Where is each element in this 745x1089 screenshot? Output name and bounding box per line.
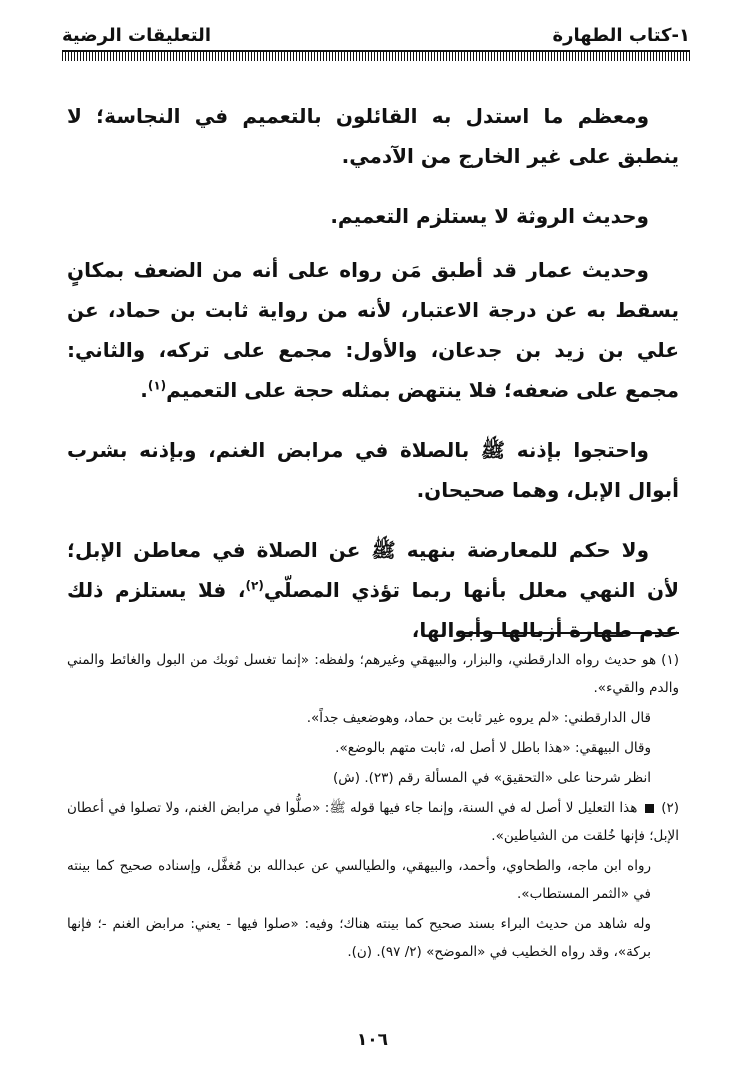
footnote-ref-2[interactable]: (٢) <box>245 578 264 593</box>
header-rule <box>62 50 690 61</box>
footnote-1-reference: انظر شرحنا على «التحقيق» في المسألة رقم (٢٣). (ش) <box>333 770 651 786</box>
footnote-1-bayhaqi: وقال البيهقي: «هذا باطل لا أصل له، ثابت متهم بالوضع». <box>335 740 651 756</box>
page-number: ١٠٦ <box>356 1030 389 1050</box>
footnote-2-text: هذا التعليل لا أصل له في السنة، وإنما جاء فيها قوله ﷺ: «صلُّوا في مرابض الغنم، ولا تصلوا في أعطان الإبل؛ فإنها خُلقت من الشياطين». <box>67 800 679 844</box>
footnote-2-witness: وله شاهد من حديث البراء بسند صحيح كما بينته هناك؛ وفيه: «صلوا فيها - يعني: مرابض الغنم -؛ فإنها بركة»، وقد رواه الخطيب في «الموضح» (٢/ ٩٧). (ن). <box>67 916 651 960</box>
paragraph-2: وحديث الروثة لا يستلزم التعميم. <box>330 204 649 228</box>
footnote-2-narration: رواه ابن ماجه، والطحاوي، وأحمد، والبيهقي، والطيالسي عن عبدالله بن مُغفَّل، وإسناده صحيح كما بينته في «الثمر المستطاب». <box>67 858 651 902</box>
book-title: التعليقات الرضية <box>62 25 211 46</box>
running-header <box>62 20 690 46</box>
paragraph-5-text-b: ، فلا يستلزم ذلك عدم طهارة أزبالها وأبوالها، <box>67 578 679 642</box>
paragraph-3-text: وحديث عمار قد أطبق مَن رواه على أنه من الضعف بمكانٍ يسقط به عن درجة الاعتبار، لأنه من رواية ثابت بن حماد، عن علي بن زيد بن جدعان، والأول: مجمع على تركه، والثاني: مجمع على ضعفه؛ فلا ينتهض بمثله حجة على التعميم <box>67 258 679 402</box>
footnote-ref-1[interactable]: (١) <box>147 378 167 393</box>
main-text <box>67 96 679 670</box>
footnote-separator <box>459 632 679 634</box>
paragraph-3 <box>67 250 679 410</box>
footnote-2-number: (٢) <box>661 800 680 816</box>
footnote-1: (١) هو حديث رواه الدارقطني، والبزار، والبيهقي وغيرهم؛ ولفظه: «إنما تغسل ثوبك من البول والغائط والمني والدم والقيء». <box>67 652 679 696</box>
footnote-2 <box>67 794 679 850</box>
paragraph-5-text-a: ولا حكم للمعارضة بنهيه ﷺ عن الصلاة في معاطن الإبل؛ لأن النهي معلل بأنها ربما تؤذي المصلّي <box>67 538 680 602</box>
footnote-1-daraqutni: قال الدارقطني: «لم يروه غير ثابت بن حماد، وهوضعيف جداً». <box>306 710 651 726</box>
paragraph-3-end: . <box>140 378 148 402</box>
chapter-title: ١-كتاب الطهارة <box>552 25 690 46</box>
paragraph-1: ومعظم ما استدل به القائلون بالتعميم في النجاسة؛ لا ينطبق على غير الخارج من الآدمي. <box>67 104 679 168</box>
square-marker-icon <box>645 804 654 813</box>
footnotes <box>67 646 679 968</box>
paragraph-4: واحتجوا بإذنه ﷺ بالصلاة في مرابض الغنم، وبإذنه بشرب أبوال الإبل، وهما صحيحان. <box>67 438 679 502</box>
